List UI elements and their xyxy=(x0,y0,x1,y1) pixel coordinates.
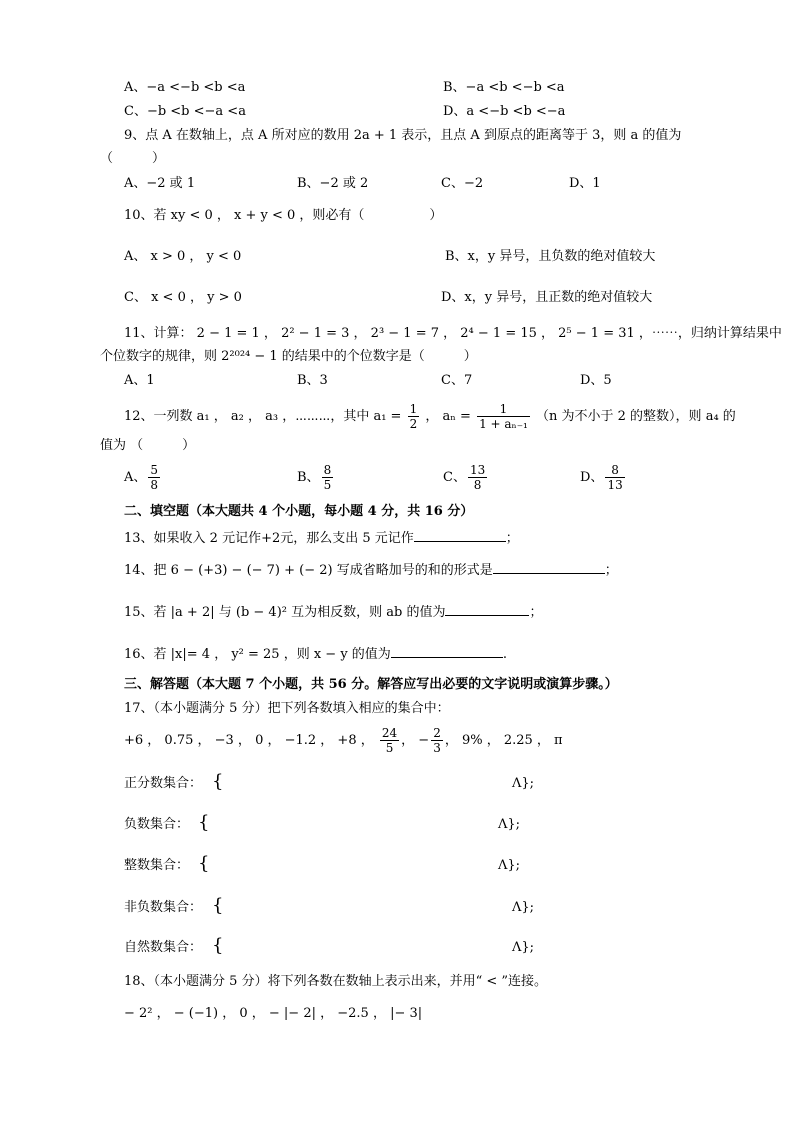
q16-text: 16、若 |x|= 4 ， y² = 25 ，则 x − y 的值为 xyxy=(124,647,391,662)
q15-text: 15、若 |a + 2| 与 (b − 4)² 互为相反数，则 ab 的值为 xyxy=(124,605,446,620)
q12-stem-line2: 值为 （ ） xyxy=(100,438,196,453)
set-close: Λ}; xyxy=(512,776,535,791)
set-label-integers: 整数集合： xyxy=(124,858,190,873)
q11-stem-line2: 个位数字的规律，则 2²⁰²⁴ − 1 的结果中的个位数字是（ ） xyxy=(100,349,477,364)
q12-an-fraction xyxy=(477,402,530,431)
q9-stem: 9、点 A 在数轴上，点 A 所对应的数用 2a + 1 表示，且点 A 到原点的距离等于 3，则 a 的值为 xyxy=(124,128,682,143)
q12-option-d xyxy=(580,462,627,494)
q15 xyxy=(124,601,542,622)
option-fraction xyxy=(468,463,487,492)
q15-answer-blank[interactable] xyxy=(445,601,529,616)
q9-option-d: D、1 xyxy=(569,176,601,191)
q12-stem-line1 xyxy=(124,400,736,434)
q11-option-c: C、7 xyxy=(441,373,473,388)
q9-option-b: B、−2 或 2 xyxy=(297,176,369,191)
set-open-brace: { xyxy=(198,853,210,874)
fraction-numerator: 24 xyxy=(381,726,398,740)
fraction-denominator: 3 xyxy=(433,741,441,755)
q12-stem-c: （n 为不小于 2 的整数），则 a₄ 的 xyxy=(536,409,736,424)
q14-end: ； xyxy=(604,563,618,578)
set-label-natural: 自然数集合： xyxy=(124,940,203,955)
q12-stem-a: 12、一列数 a₁ ， a₂ ， a₃ ，⋯⋯⋯，其中 a₁ = xyxy=(124,409,402,424)
q17-numbers-a: +6 ， 0.75 ， −3 ， 0 ， −1.2 ， +8 ， xyxy=(124,733,374,748)
q16-answer-blank[interactable] xyxy=(391,643,503,658)
q18-numbers: − 2² ， − (−1) ， 0 ， − |− 2| ， −2.5 ， |− 3| xyxy=(124,1006,423,1021)
fraction-numerator: 1 xyxy=(409,402,418,416)
q17-fraction-24-5 xyxy=(380,726,399,755)
q12-option-c xyxy=(443,462,489,494)
fraction-numerator: 2 xyxy=(433,726,441,740)
q9-option-c: C、−2 xyxy=(441,176,484,191)
q13-end: ； xyxy=(505,531,519,546)
set-close: Λ}; xyxy=(512,900,535,915)
set-open-brace: { xyxy=(212,771,224,792)
fraction-denominator: 8 xyxy=(473,478,482,492)
q17-numbers-b: ， − xyxy=(401,733,430,748)
section-3-title: 三、解答题（本大题 7 个小题，共 56 分。解答应写出必要的文字说明或演算步骤。） xyxy=(124,677,618,692)
q10-stem: 10、若 xy < 0 ， x + y < 0 ，则必有（ ） xyxy=(124,208,443,223)
q9-answer-paren: （ ） xyxy=(100,151,166,166)
fraction-numerator: 8 xyxy=(323,463,332,477)
q10-option-c: C、 x < 0 ， y > 0 xyxy=(124,290,242,305)
fraction-denominator: 8 xyxy=(150,478,159,492)
option-fraction xyxy=(605,463,624,492)
q17-stem: 17、（本小题满分 5 分）把下列各数填入相应的集合中： xyxy=(124,701,450,716)
set-open-brace: { xyxy=(198,812,210,833)
q17-fraction-2-3 xyxy=(431,726,443,755)
q18-stem: 18、（本小题满分 5 分）将下列各数在数轴上表示出来，并用“ < ”连接。 xyxy=(124,974,548,989)
set-open-brace: { xyxy=(212,895,224,916)
q17-numbers-c: ， 9% ， 2.25 ， π xyxy=(444,733,563,748)
option-fraction xyxy=(322,463,334,492)
q12-option-b xyxy=(297,462,335,494)
set-label-non-negative: 非负数集合： xyxy=(124,900,203,915)
q14-answer-blank[interactable] xyxy=(493,559,605,574)
set-label-positive-fractions: 正分数集合： xyxy=(124,776,203,791)
q16-end: . xyxy=(502,647,507,662)
set-close: Λ}; xyxy=(512,940,535,955)
option-label: C、 xyxy=(443,470,466,485)
set-close: Λ}; xyxy=(498,858,521,873)
q13-text: 13、如果收入 2 元记作+2元，那么支出 5 元记作 xyxy=(124,531,414,546)
q17-numbers xyxy=(124,724,563,758)
q14 xyxy=(124,559,618,580)
option-label: A、 xyxy=(124,470,147,485)
q11-option-b: B、3 xyxy=(297,373,328,388)
q12-option-a xyxy=(124,462,162,494)
fraction-numerator: 8 xyxy=(605,463,624,478)
fraction-denominator: 2 xyxy=(409,417,418,431)
q15-end: ； xyxy=(529,605,543,620)
q12-a1-fraction xyxy=(408,402,420,431)
q8-option-a: A、−a <−b <b <a xyxy=(124,80,246,95)
fraction-denominator: 1 + aₙ₋₁ xyxy=(479,417,528,431)
q10-option-a: A、 x > 0 ， y < 0 xyxy=(124,249,242,264)
fraction-numerator: 5 xyxy=(150,463,159,477)
q10-option-b: B、x，y 异号，且负数的绝对值较大 xyxy=(445,249,656,264)
q12-stem-b: ， aₙ = xyxy=(425,409,471,424)
q11-option-a: A、1 xyxy=(124,373,155,388)
section-2-title: 二、填空题（本大题共 4 个小题，每小题 4 分，共 16 分） xyxy=(124,504,474,519)
fraction-denominator: 13 xyxy=(607,478,623,492)
fraction-numerator: 1 xyxy=(477,402,530,417)
q8-option-b: B、−a <b <−b <a xyxy=(443,80,565,95)
set-label-negative: 负数集合： xyxy=(124,817,190,832)
q8-option-d: D、a <−b <b <−a xyxy=(443,104,566,119)
option-label: B、 xyxy=(297,470,320,485)
q8-option-c: C、−b <b <−a <a xyxy=(124,104,246,119)
set-close: Λ}; xyxy=(498,817,521,832)
q14-text: 14、把 6 − (+3) − (− 7) + (− 2) 写成省略加号的和的形式是 xyxy=(124,563,493,578)
q9-option-a: A、−2 或 1 xyxy=(124,176,196,191)
fraction-numerator: 13 xyxy=(469,463,486,477)
q13 xyxy=(124,527,519,548)
set-open-brace: { xyxy=(212,935,224,956)
q11-option-d: D、5 xyxy=(580,373,612,388)
option-label: D、 xyxy=(580,470,604,485)
fraction-denominator: 5 xyxy=(323,478,332,492)
q13-answer-blank[interactable] xyxy=(414,527,506,542)
q16 xyxy=(124,643,507,664)
q11-stem-line1: 11、计算： 2 − 1 = 1 ， 2² − 1 = 3 ， 2³ − 1 = 7 ， 2⁴ − 1 = 15 ， 2⁵ − 1 = 31 ，⋯⋯，归纳计算结果中 xyxy=(124,326,782,341)
q10-option-d: D、x，y 异号，且正数的绝对值较大 xyxy=(441,290,653,305)
option-fraction xyxy=(148,463,160,492)
fraction-denominator: 5 xyxy=(385,741,394,755)
